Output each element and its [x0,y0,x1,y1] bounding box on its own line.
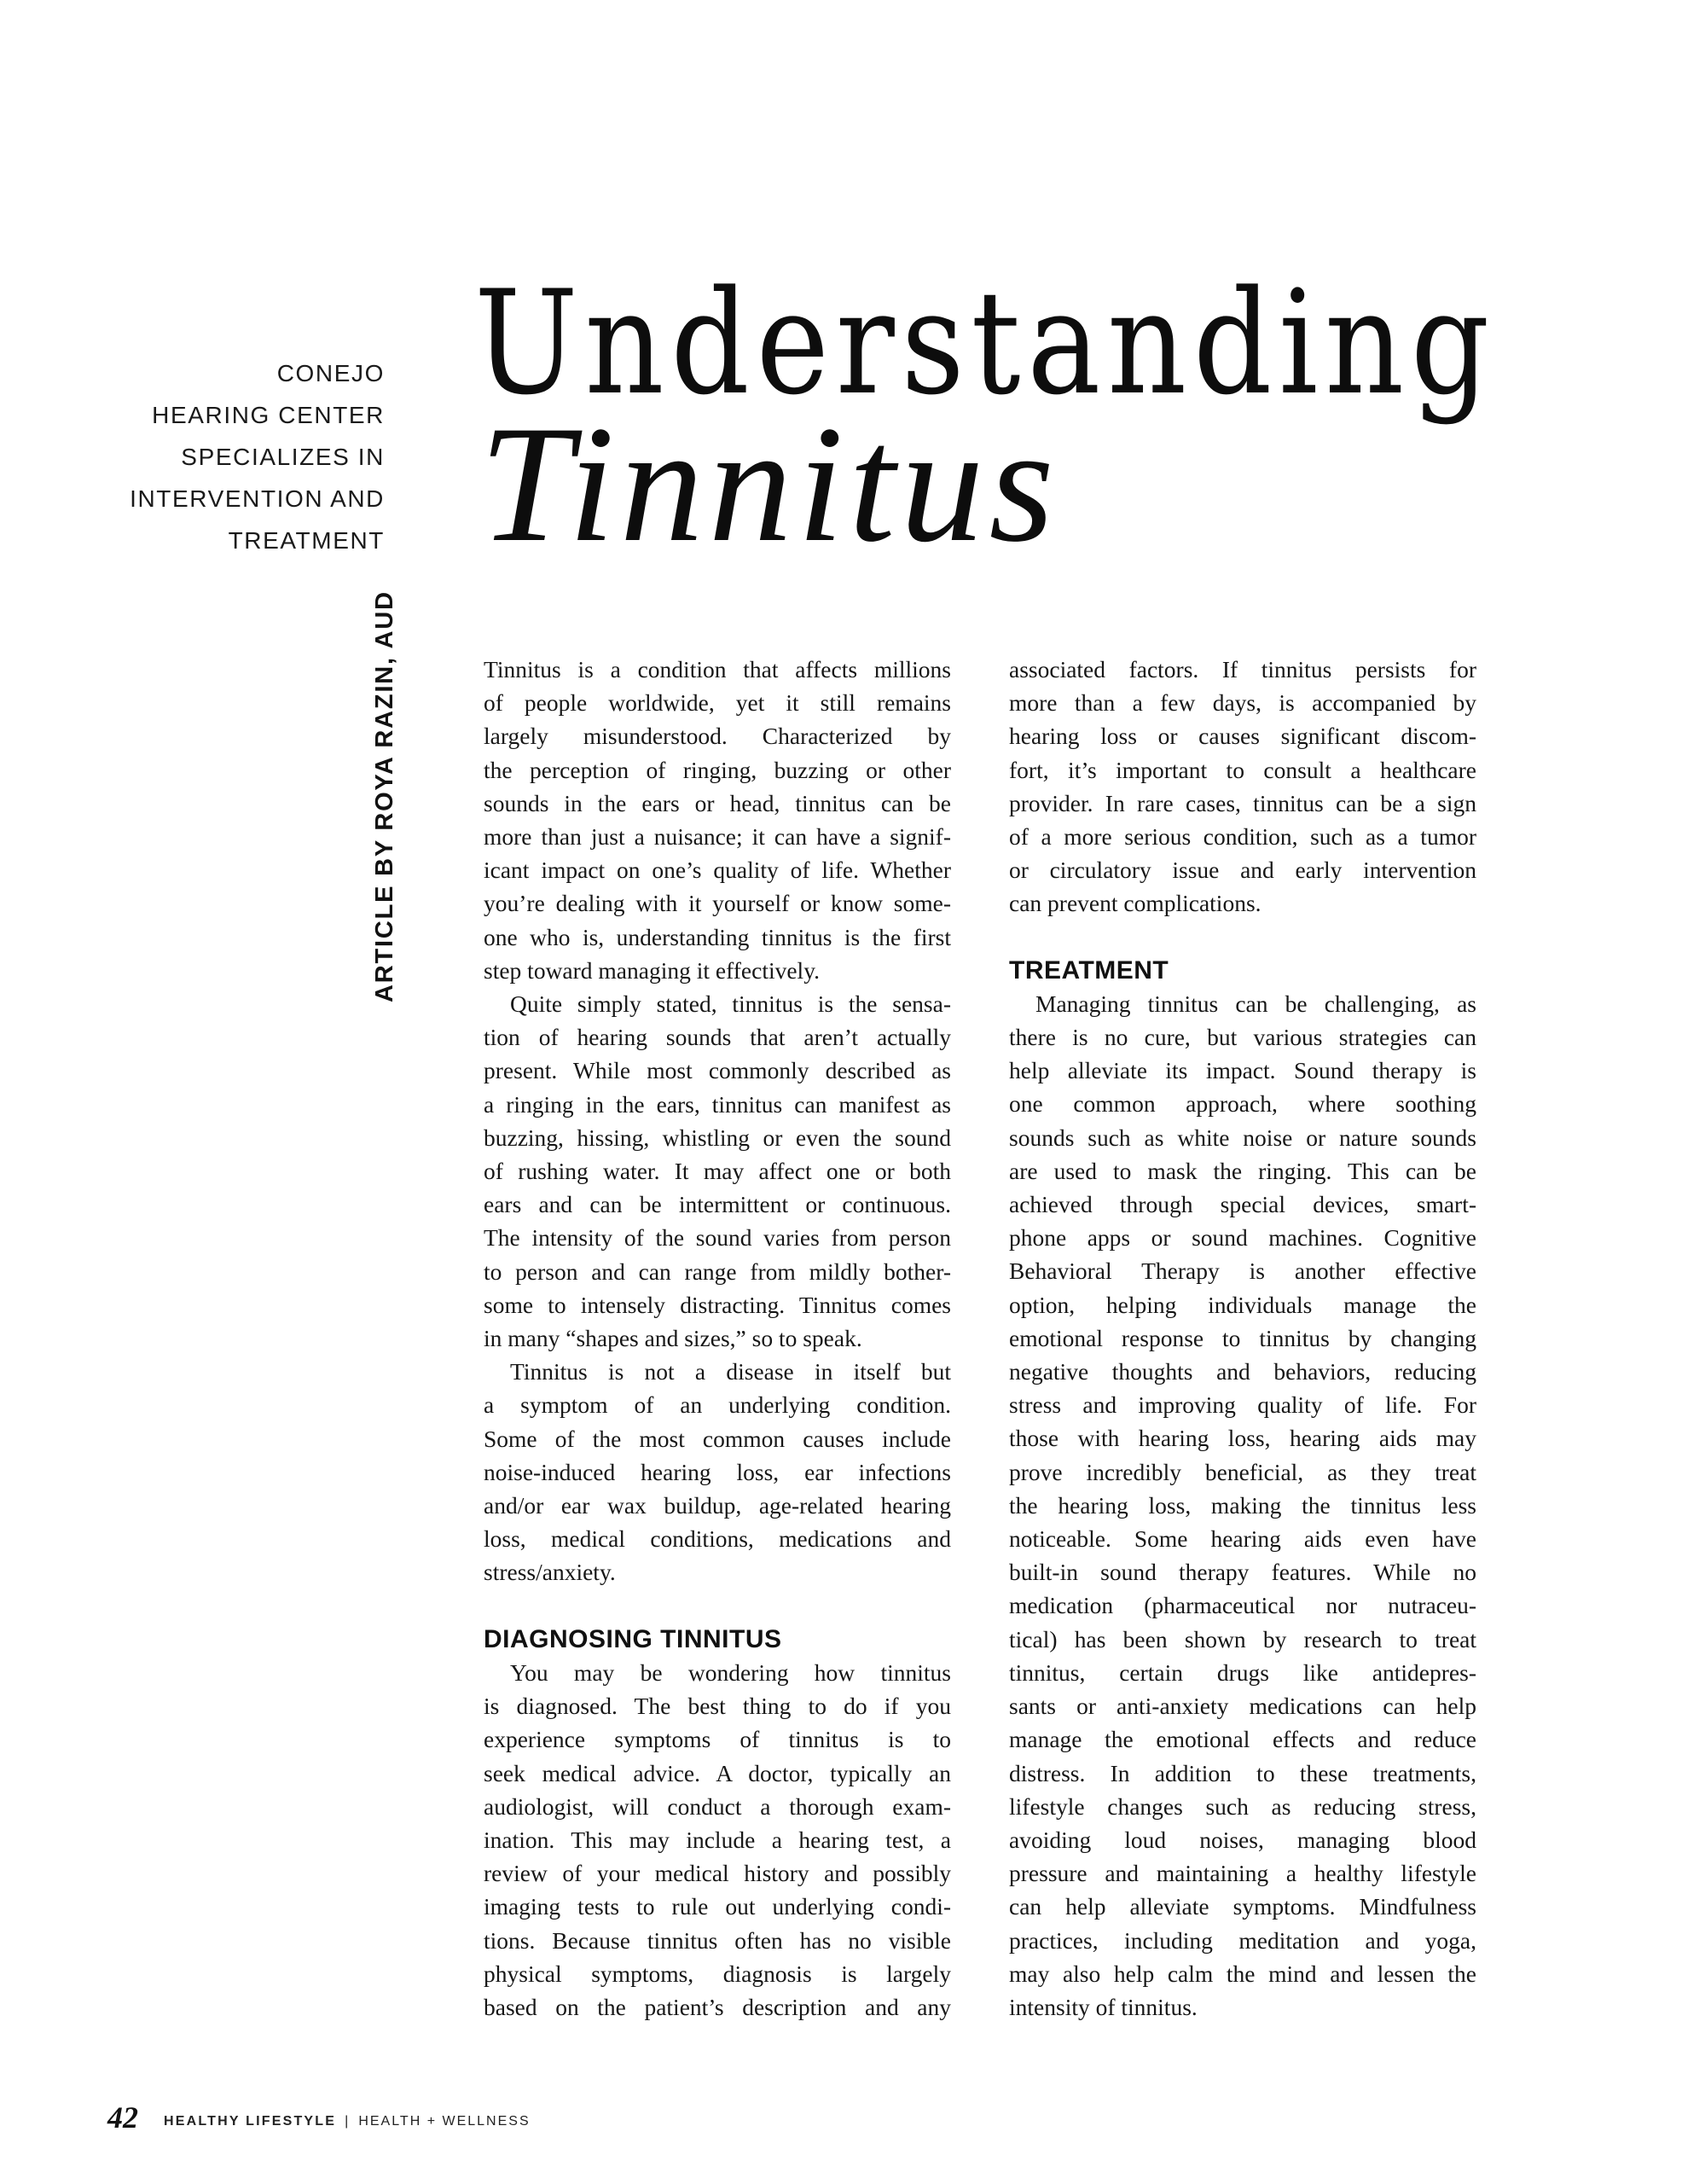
text-line: provider. In rare cases, tinnitus can be a sign [1009,789,1476,816]
text-line: experience symptoms of tinnitus is to [484,1726,951,1753]
text-line: sounds in the ears or head, tinnitus can be [484,789,951,816]
text-line: icant impact on one’s quality of life. Whether [484,857,951,884]
article-title: Understanding [474,259,1497,427]
paragraph [1009,653,1476,921]
text-line: achieved through special devices, smart- [1009,1191,1476,1218]
text-line: the perception of ringing, buzzing or other [484,756,951,783]
text-line: in many “shapes and sizes,” so to speak. [484,1325,862,1352]
text-line: present. While most commonly described as [484,1057,951,1084]
text-line: emotional response to tinnitus by changing [1009,1324,1476,1351]
text-line: largely misunderstood. Characterized by [484,723,951,750]
text-line: tical) has been shown by research to treat [1009,1625,1476,1653]
text-line: medication (pharmaceutical nor nutraceu- [1009,1592,1476,1619]
text-line: Tinnitus is not a disease in itself but [510,1358,951,1385]
text-line: distress. In addition to these treatments, [1009,1759,1476,1786]
text-line: can prevent complications. [1009,890,1262,917]
text-line: one who is, understanding tinnitus is the first [484,923,951,950]
footer-category: HEALTH + WELLNESS [358,2114,531,2129]
deck-line: HEARING CENTER [152,402,385,428]
text-line: tion of hearing sounds that aren’t actually [484,1024,951,1051]
section-heading-diagnosing: DIAGNOSING TINNITUS [484,1624,782,1653]
text-line: associated factors. If tinnitus persists for [1009,656,1476,682]
text-line: seek medical advice. A doctor, typically an [484,1759,951,1786]
text-line: hearing loss or causes significant discom- [1009,723,1476,750]
paragraph [484,987,951,1355]
text-line: Quite simply stated, tinnitus is the sensa- [510,990,951,1018]
text-line: phone apps or sound machines. Cognitive [1009,1224,1476,1252]
text-line: avoiding loud noises, managing blood [1009,1826,1476,1853]
text-line: built-in sound therapy features. While no [1009,1559,1476,1586]
text-line: practices, including meditation and yoga, [1009,1926,1476,1954]
text-line: loss, medical conditions, medications and [484,1525,951,1553]
text-line: The intensity of the sound varies from person [484,1224,951,1252]
paragraph [484,1656,951,2024]
text-line: option, helping individuals manage the [1009,1291,1476,1318]
article-deck [85,352,385,561]
text-line: Tinnitus is a condition that affects millions [484,656,951,682]
text-line: noise-induced hearing loss, ear infections [484,1458,951,1485]
text-line: pressure and maintaining a healthy lifestyle [1009,1860,1476,1887]
footer-separator: | [345,2114,351,2129]
text-line: a ringing in the ears, tinnitus can manifest as [484,1090,951,1118]
article-title-italic: Tinnitus [479,392,1059,577]
text-line: tinnitus, certain drugs like antidepres- [1009,1658,1476,1686]
text-line: review of your medical history and possibly [484,1860,951,1887]
page-number: 42 [107,2100,138,2135]
text-line: the hearing loss, making the tinnitus less [1009,1491,1476,1519]
text-line: negative thoughts and behaviors, reducing [1009,1358,1476,1385]
text-line: help alleviate its impact. Sound therapy is [1009,1057,1476,1084]
text-line: some to intensely distracting. Tinnitus comes [484,1291,951,1318]
text-line: audiologist, will conduct a thorough exam- [484,1792,951,1820]
paragraph [484,1355,951,1589]
paragraph [484,653,951,987]
deck-line: SPECIALIZES IN [181,444,385,470]
text-line: stress and improving quality of life. For [1009,1391,1476,1419]
text-line: a symptom of an underlying condition. [484,1391,951,1419]
deck-line: CONEJO [276,360,385,386]
byline: ARTICLE BY ROYA RAZIN, AUD [371,590,398,1002]
text-line: more than just a nuisance; it can have a signif- [484,823,951,851]
text-line: may also help calm the mind and lessen the [1009,1960,1476,1987]
text-line: sants or anti-anxiety medications can help [1009,1693,1476,1720]
text-line: noticeable. Some hearing aids even have [1009,1525,1476,1553]
text-line: of rushing water. It may affect one or both [484,1158,951,1185]
text-line: Managing tinnitus can be challenging, as [1035,990,1476,1017]
text-line: Some of the most common causes include [484,1425,951,1452]
deck-line: TREATMENT [228,527,385,554]
text-line: stress/anxiety. [484,1559,616,1586]
text-line: lifestyle changes such as reducing stress, [1009,1792,1476,1820]
text-line: step toward managing it effectively. [484,956,821,984]
running-footer [164,2114,531,2129]
text-line: You may be wondering how tinnitus [510,1658,951,1686]
text-line: based on the patient’s description and any [484,1993,951,2020]
text-line: imaging tests to rule out underlying condi- [484,1893,951,1920]
text-line: or circulatory issue and early intervention [1009,857,1476,884]
text-line: those with hearing loss, hearing aids may [1009,1425,1476,1452]
text-line: physical symptoms, diagnosis is largely [484,1960,951,1987]
text-line: prove incredibly beneficial, as they treat [1009,1458,1476,1485]
text-line: can help alleviate symptoms. Mindfulness [1009,1893,1476,1920]
text-line: are used to mask the ringing. This can be [1009,1157,1476,1184]
text-line: one common approach, where soothing [1009,1090,1476,1118]
text-line: manage the emotional effects and reduce [1009,1726,1476,1753]
text-line: ination. This may include a hearing test, a [484,1826,951,1853]
paragraph [1009,987,1476,2024]
text-line: fort, it’s important to consult a healthcare [1009,756,1476,783]
text-line: to person and can range from mildly bother- [484,1258,951,1285]
text-line: more than a few days, is accompanied by [1009,689,1476,717]
text-line: sounds such as white noise or nature sounds [1009,1124,1476,1151]
body-column-1 [484,653,951,2024]
text-line: of a more serious condition, such as a tumor [1009,823,1476,851]
body-column-2 [1009,653,1476,2024]
footer-section: HEALTHY LIFESTYLE [164,2114,337,2129]
text-line: and/or ear wax buildup, age-related hearing [484,1492,951,1519]
text-line: tions. Because tinnitus often has no visible [484,1926,951,1954]
section-heading-treatment: TREATMENT [1009,956,1169,985]
deck-line: INTERVENTION AND [130,485,385,512]
text-line: Behavioral Therapy is another effective [1009,1258,1476,1285]
text-line: ears and can be intermittent or continuous. [484,1191,951,1218]
text-line: of people worldwide, yet it still remains [484,689,951,717]
text-line: buzzing, hissing, whistling or even the sound [484,1124,951,1151]
text-line: intensity of tinnitus. [1009,1993,1198,2020]
text-line: is diagnosed. The best thing to do if you [484,1693,951,1720]
text-line: you’re dealing with it yourself or know some- [484,890,951,917]
text-line: there is no cure, but various strategies can [1009,1024,1476,1051]
